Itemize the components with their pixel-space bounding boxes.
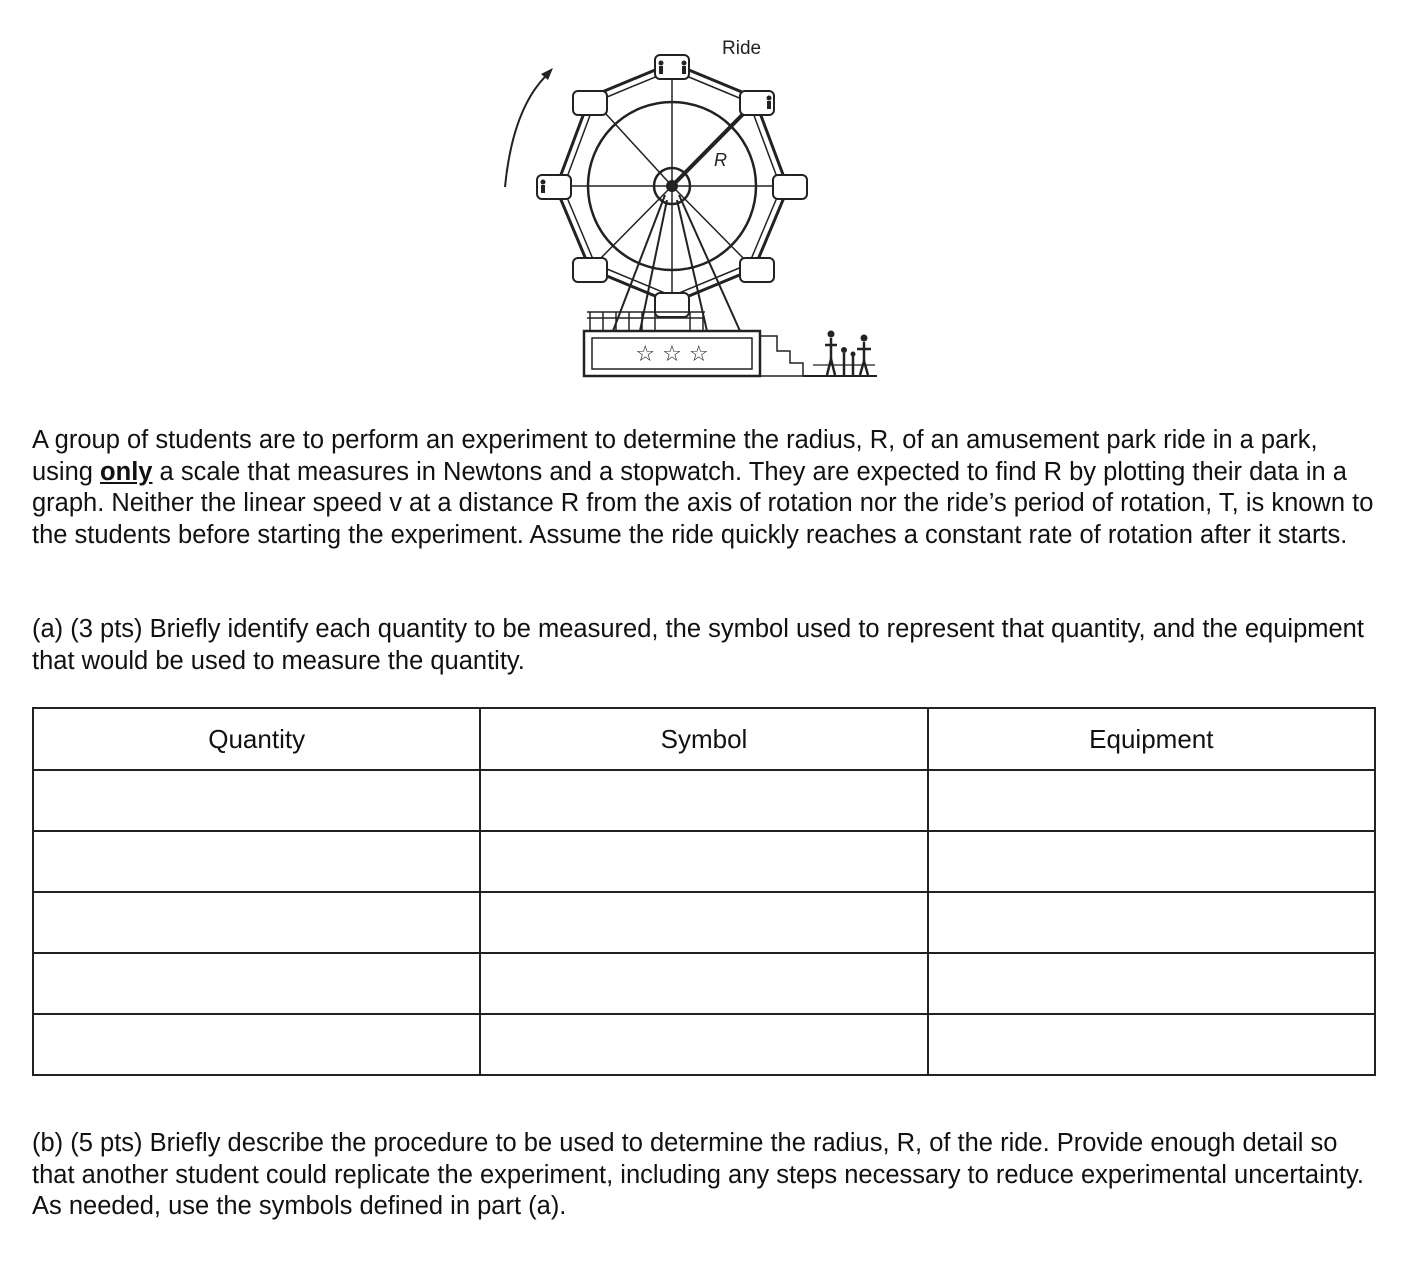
people-in-line xyxy=(825,331,871,376)
base-stars: ☆ ☆ ☆ xyxy=(635,342,709,367)
cell-symbol[interactable] xyxy=(480,953,927,1014)
ferris-wheel-drawing xyxy=(495,25,895,385)
riders xyxy=(541,61,772,194)
cell-equipment[interactable] xyxy=(928,953,1375,1014)
header-quantity: Quantity xyxy=(33,708,480,770)
cell-quantity[interactable] xyxy=(33,953,480,1014)
intro-emphasis: only xyxy=(100,457,153,486)
cell-symbol[interactable] xyxy=(480,831,927,892)
gondola-upper-left xyxy=(573,91,607,115)
cell-quantity[interactable] xyxy=(33,770,480,831)
gondola-right xyxy=(773,175,807,199)
gondola-lower-right xyxy=(740,258,774,282)
table-row xyxy=(33,770,1375,831)
header-equipment: Equipment xyxy=(928,708,1375,770)
radius-label: R xyxy=(714,150,727,170)
cell-quantity[interactable] xyxy=(33,1014,480,1075)
cell-symbol[interactable] xyxy=(480,770,927,831)
part-a-prompt: (a) (3 pts) Briefly identify each quantity to be measured, the symbol used to represent that quantity, and the equipment that would be used to measure the quantity. xyxy=(32,615,1364,675)
problem-intro xyxy=(32,425,1382,551)
cell-equipment[interactable] xyxy=(928,892,1375,953)
answer-table xyxy=(32,707,1376,1076)
table-row xyxy=(33,892,1375,953)
cell-symbol[interactable] xyxy=(480,892,927,953)
axis-point xyxy=(667,181,677,191)
figure-label: Ride xyxy=(722,38,762,59)
rotation-arrow xyxy=(505,72,550,187)
header-symbol: Symbol xyxy=(480,708,927,770)
table-row xyxy=(33,953,1375,1014)
cell-equipment[interactable] xyxy=(928,1014,1375,1075)
intro-text-before: A group of students are to perform an experiment to determine the radius, R, of an amusement park ride in a park, using xyxy=(32,426,1318,486)
cell-equipment[interactable] xyxy=(928,770,1375,831)
cell-symbol[interactable] xyxy=(480,1014,927,1075)
cell-quantity[interactable] xyxy=(33,892,480,953)
entrance-stairs xyxy=(760,336,803,376)
cell-equipment[interactable] xyxy=(928,831,1375,892)
table-row xyxy=(33,831,1375,892)
gondola-bottom xyxy=(655,293,689,317)
intro-text-after: a scale that measures in Newtons and a stopwatch. They are expected to find R by plotting their data in a graph. Neither the linear speed v at a distance R from the axis of rotation nor the ride’s period of rotation, T, is known to the students before starting the experiment. Assume the ride quickly reaches a constant rate of rotation after it starts. xyxy=(32,457,1374,549)
cell-quantity[interactable] xyxy=(33,831,480,892)
gondola-lower-left xyxy=(573,258,607,282)
table-row xyxy=(33,1014,1375,1075)
ferris-wheel-figure xyxy=(495,25,895,385)
table-header-row xyxy=(33,708,1375,770)
part-b-prompt: (b) (5 pts) Briefly describe the procedure to be used to determine the radius, R, of the ride. Provide enough detail so that another student could replicate the experiment, including any steps necessary to reduce experimental uncertainty. As needed, use the symbols defined in part (a). xyxy=(32,1129,1364,1220)
